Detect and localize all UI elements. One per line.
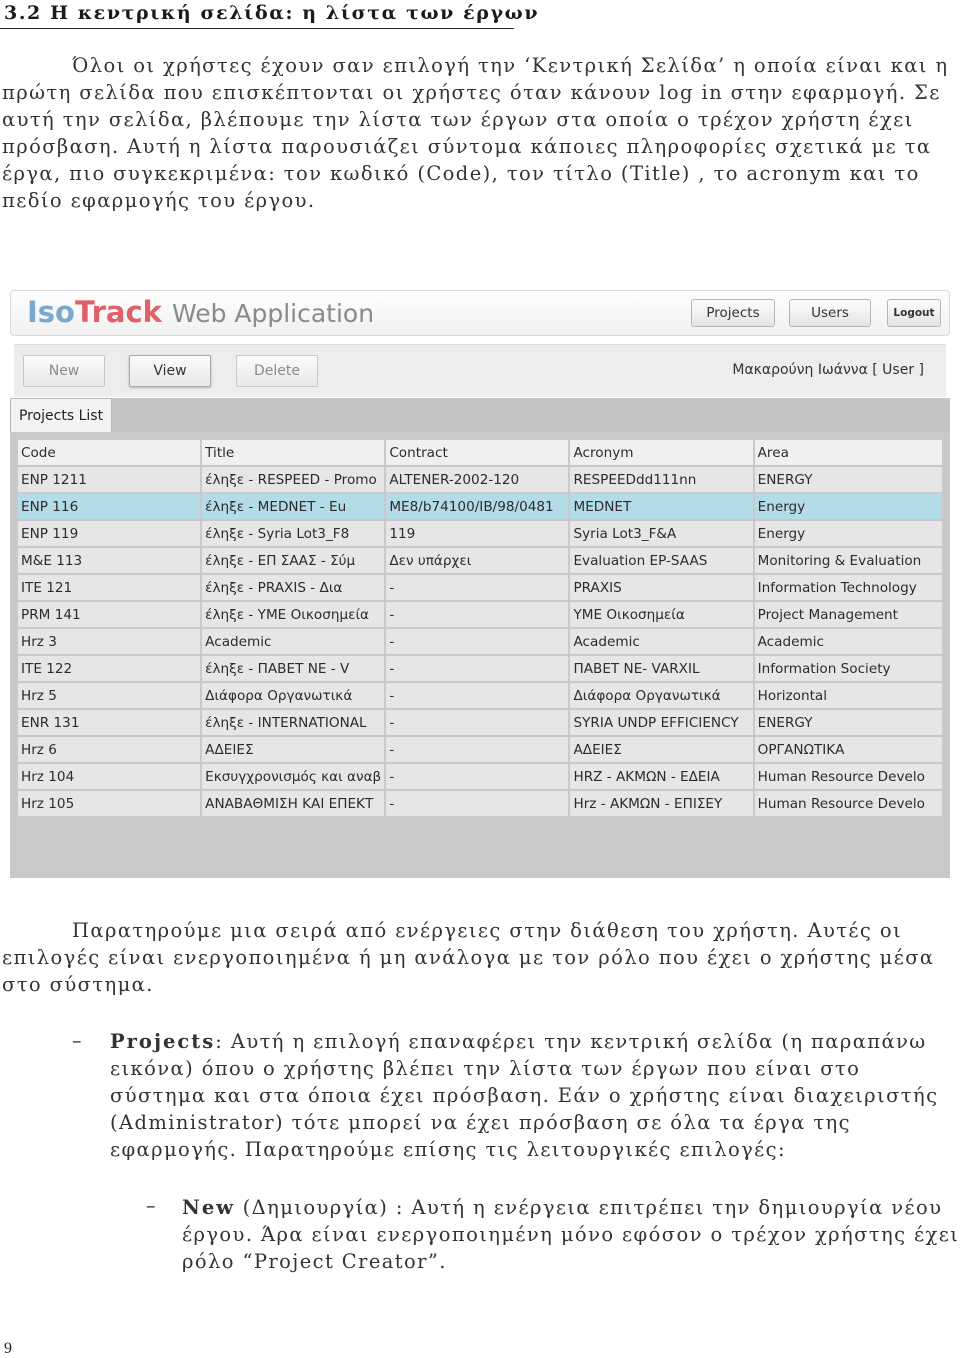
table-cell: ITE 121 <box>18 575 200 600</box>
delete-button[interactable]: Delete <box>236 355 318 387</box>
table-header-row <box>18 440 942 465</box>
view-button[interactable]: View <box>129 355 211 387</box>
column-header-title[interactable]: Title <box>202 440 384 465</box>
table-row[interactable] <box>18 494 942 519</box>
table-cell: RESPEEDdd111nn <box>570 467 752 492</box>
table-cell: Hrz 105 <box>18 791 200 816</box>
table-cell: έληξε - ΕΠ ΣΑΑΣ - Σύμ <box>202 548 384 573</box>
table-cell: ΑΔΕΙΕΣ <box>570 737 752 762</box>
logout-button[interactable]: Logout <box>887 299 941 327</box>
column-header-area[interactable]: Area <box>755 440 942 465</box>
isotrack-screenshot <box>10 290 950 878</box>
isotrack-logo: IsoTrack Web Application <box>27 295 375 329</box>
table-cell: έληξε - Syria Lot3_F8 <box>202 521 384 546</box>
table-cell: 119 <box>386 521 568 546</box>
page-number: 9 <box>4 1340 12 1357</box>
table-cell: - <box>386 683 568 708</box>
table-cell: Horizontal <box>755 683 942 708</box>
table-cell: Hrz 6 <box>18 737 200 762</box>
table-cell: Syria Lot3_F&A <box>570 521 752 546</box>
bullet-dash: – <box>72 1030 82 1052</box>
column-header-acronym[interactable]: Acronym <box>570 440 752 465</box>
table-cell: - <box>386 710 568 735</box>
heading-underline <box>0 28 514 29</box>
table-cell: Information Society <box>755 656 942 681</box>
table-cell: M&E 113 <box>18 548 200 573</box>
table-cell: ENP 1211 <box>18 467 200 492</box>
table-row[interactable] <box>18 548 942 573</box>
table-cell: Hrz 104 <box>18 764 200 789</box>
projects-table <box>16 438 944 818</box>
table-row[interactable] <box>18 521 942 546</box>
table-cell: Human Resource Develo <box>755 791 942 816</box>
table-cell: ENR 131 <box>18 710 200 735</box>
table-cell: Δεν υπάρχει <box>386 548 568 573</box>
projects-grid <box>10 432 950 878</box>
table-cell: ALTENER-2002-120 <box>386 467 568 492</box>
table-cell: ΟΡΓΑΝΩΤΙΚΑ <box>755 737 942 762</box>
column-header-contract[interactable]: Contract <box>386 440 568 465</box>
table-cell: έληξε - YME Οικοσημεία <box>202 602 384 627</box>
intro-paragraph: Όλοι οι χρήστες έχουν σαν επιλογή την ‘Κεντρική Σελίδα’ η οποία είναι και η πρώτη σελίδα που επισκέπτονται οι χρήστες όταν κάνουν log in στην εφαρμογή. Σε αυτή την σελίδα, βλέπουμε την λίστα των έργων στα οποία ο τρέχον χρήστη έχει πρόσβαση. Αυτή η λίστα παρουσιάζει σύντομα κάποιες πληροφορίες σχετικά με τα έργα, πιο συγκεκριμένα: τον κωδικό (Code), τον τίτλο (Title) , το acronym και το πεδίο εφαρμογής του έργου. <box>2 54 949 212</box>
table-cell: MEDNET <box>570 494 752 519</box>
table-cell: έληξε - ΠΑΒΕΤ ΝΕ - V <box>202 656 384 681</box>
table-cell: Academic <box>570 629 752 654</box>
table-row[interactable] <box>18 467 942 492</box>
app-header <box>10 290 950 336</box>
table-cell: έληξε - MEDNET - Eu <box>202 494 384 519</box>
table-cell: Project Management <box>755 602 942 627</box>
table-row[interactable] <box>18 737 942 762</box>
table-cell: Hrz 3 <box>18 629 200 654</box>
tab-projects-list[interactable]: Projects List <box>10 398 112 433</box>
table-cell: έληξε - RESPEED - Promo <box>202 467 384 492</box>
table-cell: Hrz - ΑΚΜΩΝ - ΕΠΙΣΕΥ <box>570 791 752 816</box>
actions-paragraph: Παρατηρούμε μια σειρά από ενέργειες στην διάθεση του χρήστη. Αυτές οι επιλογές είναι ενεργοποιημένα ή μη ανάλογα με τον ρόλο που έχει ο χρήστης μέσα στο σύστημα. <box>2 919 935 996</box>
table-cell: Evaluation EP-SAAS <box>570 548 752 573</box>
table-cell: - <box>386 764 568 789</box>
column-header-code[interactable]: Code <box>18 440 200 465</box>
table-cell: ENERGY <box>755 710 942 735</box>
tab-strip <box>10 398 950 432</box>
section-heading: 3.2 Η κεντρική σελίδα: η λίστα των έργων <box>4 2 540 24</box>
users-button[interactable]: Users <box>789 299 871 327</box>
table-row[interactable] <box>18 764 942 789</box>
table-cell: Εκσυγχρονισμός και αναβ <box>202 764 384 789</box>
table-cell: YME Οικοσημεία <box>570 602 752 627</box>
table-cell: - <box>386 629 568 654</box>
projects-bullet: Projects: Αυτή η επιλογή επαναφέρει την κεντρική σελίδα (η παραπάνω εικόνα) όπου ο χρήστης βλέπει την λίστα των έργων που είναι στο σύστημα και στα όποια έχει πρόσβαση. Εάν ο χρήστης είναι διαχειριστής (Administrator) τότε μπορεί να έχει πρόσβαση σε όλα τα έργα της εφαρμογής. Παρατηρούμε επίσης τις λειτουργικές επιλογές: <box>110 1030 939 1161</box>
table-cell: Academic <box>755 629 942 654</box>
table-cell: έληξε - INTERNATIONAL <box>202 710 384 735</box>
table-cell: Energy <box>755 494 942 519</box>
table-cell: Monitoring & Evaluation <box>755 548 942 573</box>
table-cell: Διάφορα Οργανωτικά <box>570 683 752 708</box>
table-row[interactable] <box>18 710 942 735</box>
table-cell: ΑΝΑΒΑΘΜΙΣΗ ΚΑΙ ΕΠΕΚΤ <box>202 791 384 816</box>
table-cell: - <box>386 791 568 816</box>
table-cell: PRM 141 <box>18 602 200 627</box>
table-row[interactable] <box>18 629 942 654</box>
table-cell: ΑΔΕΙΕΣ <box>202 737 384 762</box>
table-cell: SYRIA UNDP EFFICIENCY <box>570 710 752 735</box>
table-cell: έληξε - PRAXIS - Δια <box>202 575 384 600</box>
table-cell: Διάφορα Οργανωτικά <box>202 683 384 708</box>
table-cell: Hrz 5 <box>18 683 200 708</box>
table-row[interactable] <box>18 575 942 600</box>
table-row[interactable] <box>18 791 942 816</box>
table-cell: ITE 122 <box>18 656 200 681</box>
table-cell: Information Technology <box>755 575 942 600</box>
table-cell: - <box>386 737 568 762</box>
table-cell: - <box>386 602 568 627</box>
table-cell: Energy <box>755 521 942 546</box>
table-row[interactable] <box>18 602 942 627</box>
table-cell: ME8/b74100/IB/98/0481 <box>386 494 568 519</box>
new-button[interactable]: New <box>23 355 105 387</box>
new-bullet: New (Δημιουργία) : Αυτή η ενέργεια επιτρέπει την δημιουργία νέου έργου. Άρα είναι ενεργοποιημένη μόνο εφόσον ο τρέχον χρήστης έχει ρόλο “Project Creator”. <box>182 1196 960 1273</box>
table-cell: ENP 116 <box>18 494 200 519</box>
table-cell: PRAXIS <box>570 575 752 600</box>
table-cell: - <box>386 575 568 600</box>
table-row[interactable] <box>18 683 942 708</box>
table-cell: ENP 119 <box>18 521 200 546</box>
table-row[interactable] <box>18 656 942 681</box>
table-cell: Academic <box>202 629 384 654</box>
projects-button[interactable]: Projects <box>691 299 775 327</box>
table-cell: ENERGY <box>755 467 942 492</box>
table-cell: HRZ - ΑΚΜΩΝ - ΕΔΕΙΑ <box>570 764 752 789</box>
current-user-label: Μακαρούνη Ιωάννα [ User ] <box>732 362 924 378</box>
action-toolbar <box>14 344 946 397</box>
table-cell: Human Resource Develo <box>755 764 942 789</box>
table-cell: - <box>386 656 568 681</box>
table-cell: ΠΑΒΕΤ ΝΕ- VARXIL <box>570 656 752 681</box>
bullet-dash: – <box>146 1195 156 1217</box>
